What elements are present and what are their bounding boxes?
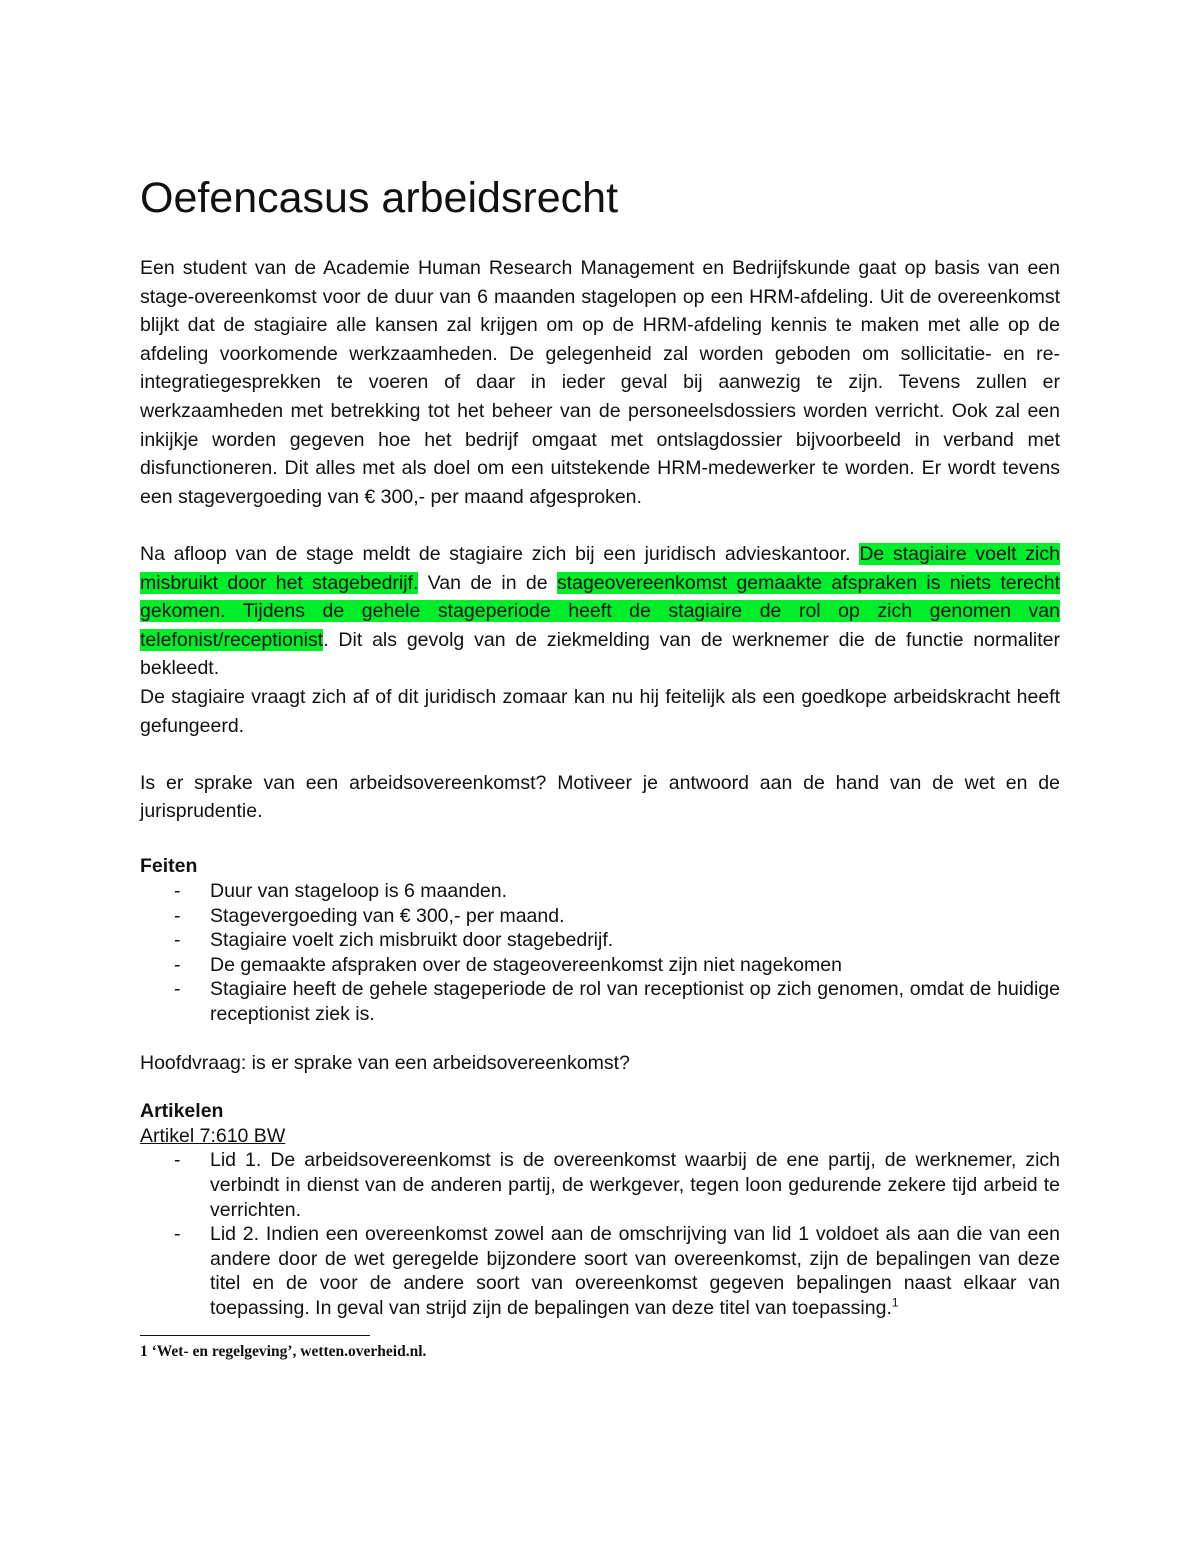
question-context-paragraph: De stagiaire vraagt zich af of dit juridisch zomaar kan nu hij feitelijk als een goedkope arbeidskracht heeft gefungeerd. — [140, 685, 1060, 737]
case-text-3: . Dit als gevolg van de ziekmelding van de werknemer die de functie normaliter bekleedt. — [140, 628, 1060, 680]
footnote-reference[interactable]: 1 — [891, 1295, 899, 1310]
dash-marker: - — [174, 1223, 181, 1246]
document-page — [140, 160, 1060, 1362]
list-item-text: Duur van stageloop is 6 maanden. — [210, 880, 508, 903]
paragraph-gap — [140, 1075, 1060, 1099]
list-item — [140, 1148, 1060, 1222]
paragraph-gap — [140, 826, 1060, 855]
intro-paragraph: Een student van de Academie Human Research Management en Bedrijfskunde gaat op basis van een stage-overeenkomst voor de duur van 6 maanden stagelopen op een HRM-afdeling. Uit de overeenkomst blijkt dat de stagiaire alle kansen zal krijgen om op de HRM-afdeling kennis te maken met alle op de afdeling voorkomende werkzaamheden. De gelegenheid zal worden geboden om sollicitatie- en re-integratiegesprekken te voeren of daar in ieder geval bij aanwezig te zijn. Tevens zullen er werkzaamheden met betrekking tot het beheer van de personeelsdossiers worden verricht. Ook zal een inkijkje worden gegeven hoe het bedrijf omgaat met ontslagdossier bijvoorbeeld in verband met disfunctioneren. Dit alles met als doel om een uitstekende HRM-medewerker te worden. Er wordt tevens een stagevergoeding van € 300,- per maand afgesproken. — [140, 257, 1060, 508]
dash-marker: - — [174, 1149, 181, 1172]
dash-marker: - — [174, 953, 181, 976]
dash-marker: - — [174, 904, 181, 927]
question-paragraph: Is er sprake van een arbeidsovereenkomst? Motiveer je antwoord aan de hand van de wet en de jurisprudentie. — [140, 771, 1060, 823]
list-item-text: Stagiaire voelt zich misbruikt door stagebedrijf. — [210, 929, 614, 952]
highlighted-text-1: De stagiaire voelt zich misbruikt door het stagebedrijf. — [140, 542, 1060, 594]
articles-heading: Artikelen — [140, 1100, 224, 1123]
dash-marker: - — [174, 978, 181, 1001]
list-item — [140, 977, 1060, 1026]
list-item — [140, 879, 1060, 904]
list-item-text: Stagevergoeding van € 300,- per maand. — [210, 904, 565, 927]
list-item-text: Lid 2. Indien een overeenkomst zowel aan de omschrijving van lid 1 voldoet als aan die van een andere door de wet geregelde bijzondere soort van overeenkomst, zijn de bepalingen van deze titel en de voor de andere soort van overeenkomst gegeven bepalingen naast elkaar van toepassing. In geval van strijd zijn de bepalingen van deze titel van toepassing. — [210, 1223, 1060, 1319]
articles-list — [140, 1148, 1060, 1320]
paragraph-gap — [140, 740, 1060, 769]
case-text-2: Van de in de — [418, 571, 557, 594]
list-item — [140, 904, 1060, 929]
footnote-separator — [140, 1335, 370, 1336]
footnote: 1 ‘Wet- en regelgeving’, wetten.overheid.nl. — [140, 1342, 427, 1360]
case-paragraph — [140, 540, 1060, 683]
list-item-text: De gemaakte afspraken over de stageovereenkomst zijn niet nagekomen — [210, 953, 842, 976]
list-item — [140, 1222, 1060, 1320]
facts-list — [140, 879, 1060, 1027]
dash-marker: - — [174, 880, 181, 903]
case-text-1: Na afloop van de stage meldt de stagiaire zich bij een juridisch advieskantoor. — [140, 542, 860, 565]
dash-marker: - — [174, 929, 181, 952]
list-item — [140, 953, 1060, 978]
document-title: Oefencasus arbeidsrecht — [140, 174, 619, 222]
list-item-text: Lid 1. De arbeidsovereenkomst is de overeenkomst waarbij de ene partij, de werknemer, zich verbindt in dienst van de anderen partij, de werkgever, tegen loon gedurende zekere tijd arbeid te verrichten. — [210, 1149, 1060, 1221]
facts-heading: Feiten — [140, 855, 198, 878]
highlighted-text-2: stageovereenkomst gemaakte afspraken is niets terecht gekomen. Tijdens de gehele stageperiode heeft de stagiaire de rol op zich genomen van telefonist/receptionist — [140, 571, 1060, 651]
list-item-text: Stagiaire heeft de gehele stageperiode de rol van receptionist op zich genomen, omdat de huidige receptionist ziek is. — [210, 978, 1060, 1026]
paragraph-gap — [140, 1027, 1060, 1051]
paragraph-gap — [140, 511, 1060, 540]
main-question: Hoofdvraag: is er sprake van een arbeidsovereenkomst? — [140, 1051, 630, 1074]
article-subheading: Artikel 7:610 BW — [140, 1124, 286, 1147]
list-item — [140, 928, 1060, 953]
